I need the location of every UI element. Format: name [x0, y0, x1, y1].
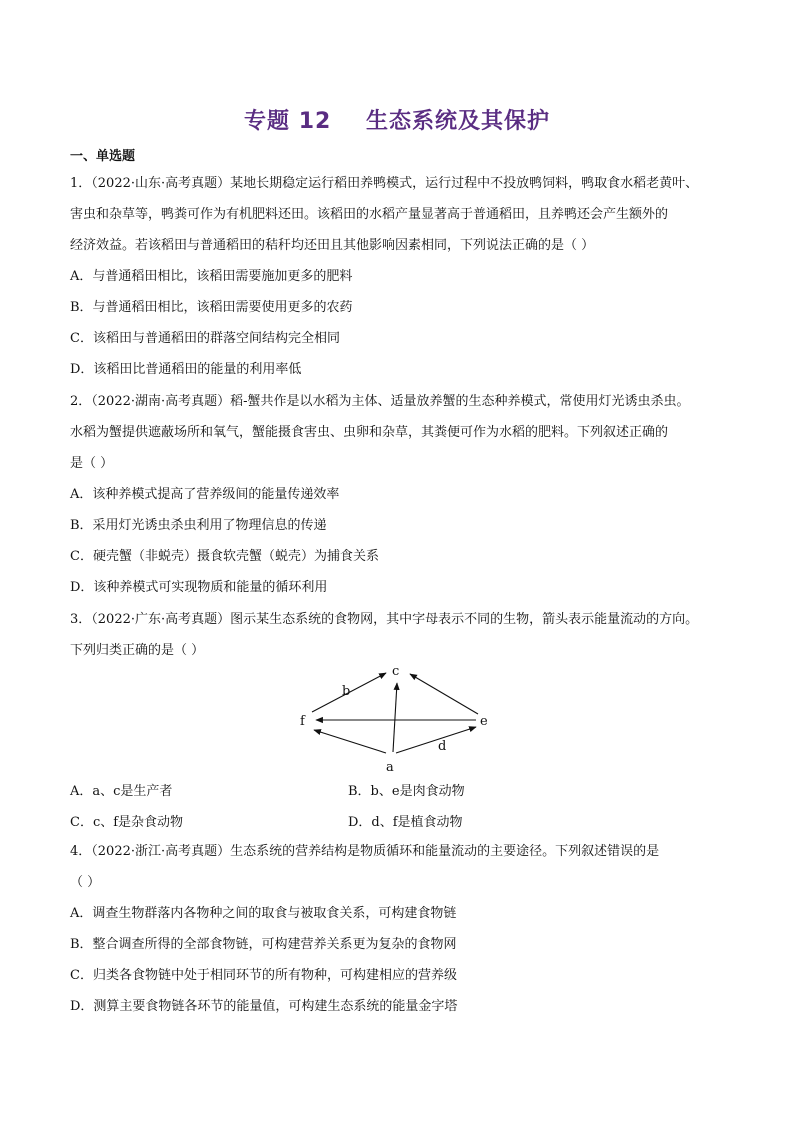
q1-option-a: A．与普通稻田相比，该稻田需要施加更多的肥料 [70, 269, 353, 284]
q1-stem-line-3: 经济效益。若该稻田与普通稻田的秸秆均还田且其他影响因素相同，下列说法正确的是（ ） [70, 238, 595, 253]
q2-stem-line-3: 是（ ） [70, 456, 114, 471]
q3-option-d: D．d、f是植食动物 [348, 815, 463, 830]
q2-stem-line-1: 2．（2022·湖南·高考真题）稻-蟹共作是以水稻为主体、适量放养蟹的生态种养模式，常使用灯光诱虫杀虫。 [70, 394, 690, 409]
q1-option-d: D．该稻田比普通稻田的能量的利用率低 [70, 362, 302, 377]
node-a: a [386, 760, 394, 775]
arrow-a-to-e [396, 727, 476, 753]
q2-option-b: B．采用灯光诱虫杀虫利用了物理信息的传递 [70, 518, 327, 533]
q3-option-c: C．c、f是杂食动物 [70, 815, 184, 830]
node-d: d [438, 739, 447, 754]
page-title: 专题 12 生态系统及其保护 [244, 109, 550, 134]
q4-option-a: A．调查生物群落内各物种之间的取食与被取食关系，可构建食物链 [70, 906, 457, 921]
q3-option-b: B．b、e是肉食动物 [348, 784, 465, 799]
q3-stem-line-2: 下列归类正确的是（ ） [70, 643, 205, 658]
q1-option-c: C．该稻田与普通稻田的群落空间结构完全相同 [70, 331, 340, 346]
arrow-a-to-f [314, 730, 386, 753]
q3-option-a: A．a、c是生产者 [70, 784, 173, 799]
q4-option-b: B．整合调查所得的全部食物链，可构建营养关系更为复杂的食物网 [70, 937, 457, 952]
q4-stem-line-2: （ ） [70, 875, 101, 890]
q4-option-d: D．测算主要食物链各环节的能量值，可构建生态系统的能量金字塔 [70, 999, 458, 1014]
node-c: c [392, 664, 400, 679]
arrow-a-to-c [393, 683, 397, 752]
q2-option-c: C．硬壳蟹（非蜕壳）摄食软壳蟹（蜕壳）为捕食关系 [70, 549, 379, 564]
q1-stem-line-1: 1．（2022·山东·高考真题）某地长期稳定运行稻田养鸭模式，运行过程中不投放鸭饲料，鸭取食水稻老黄叶、 [70, 176, 699, 191]
arrow-e-to-c [410, 674, 478, 714]
food-web-diagram [290, 660, 510, 775]
node-b: b [342, 684, 351, 699]
q4-option-c: C．归类各食物链中处于相同环节的所有物种，可构建相应的营养级 [70, 968, 457, 983]
q1-stem-line-2: 害虫和杂草等，鸭粪可作为有机肥料还田。该稻田的水稻产量显著高于普通稻田，且养鸭还会产生额外的 [70, 207, 669, 222]
section-heading: 一、单选题 [70, 149, 136, 164]
q2-stem-line-2: 水稻为蟹提供遮蔽场所和氧气，蟹能摄食害虫、虫卵和杂草，其粪便可作为水稻的肥料。下列叙述正确的 [70, 425, 669, 440]
node-f: f [300, 714, 305, 729]
q4-stem-line-1: 4．（2022·浙江·高考真题）生态系统的营养结构是物质循环和能量流动的主要途径。下列叙述错误的是 [70, 844, 660, 859]
q3-stem-line-1: 3．（2022·广东·高考真题）图示某生态系统的食物网，其中字母表示不同的生物，箭头表示能量流动的方向。 [70, 612, 699, 627]
q1-option-b: B．与普通稻田相比，该稻田需要使用更多的农药 [70, 300, 353, 315]
node-e: e [480, 714, 488, 729]
q2-option-a: A．该种养模式提高了营养级间的能量传递效率 [70, 487, 340, 502]
q2-option-d: D．该种养模式可实现物质和能量的循环利用 [70, 580, 328, 595]
